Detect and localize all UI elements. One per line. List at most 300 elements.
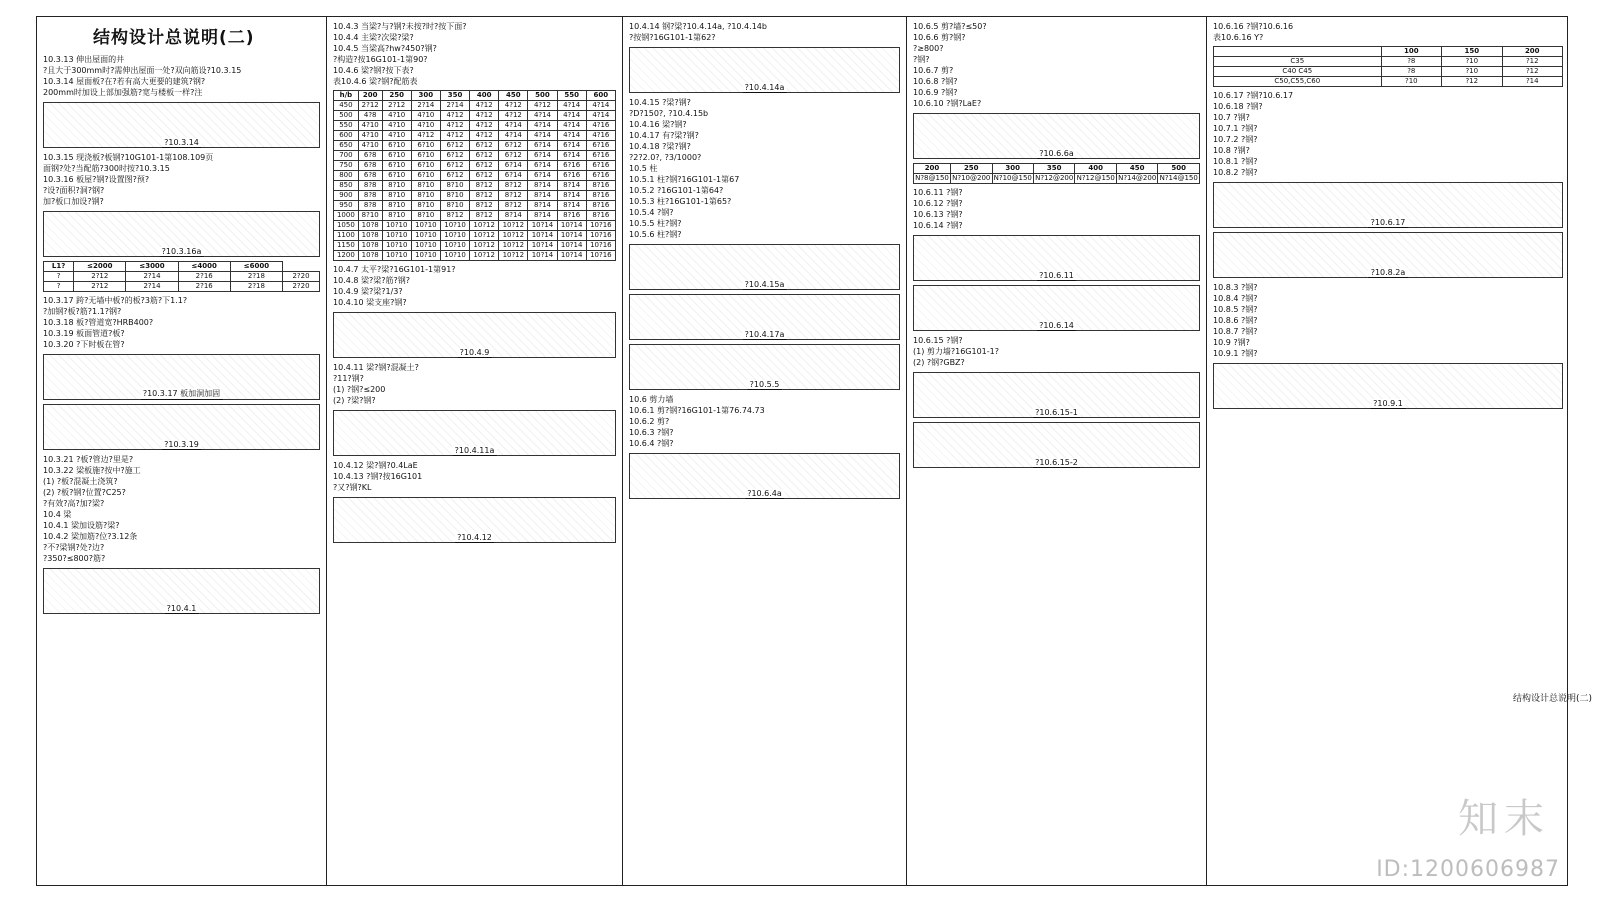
- table-cell: 6?12: [470, 161, 499, 171]
- detail-caption: ?10.6.15-2: [1032, 458, 1081, 468]
- table-cell: 4?10: [411, 121, 440, 131]
- note-line: ?11?钢?: [333, 374, 364, 383]
- note-line: 10.4.12 梁?钢?0.4LaE: [333, 461, 418, 470]
- table-cell: 4?14: [528, 131, 557, 141]
- notes-column-4: [907, 17, 1207, 885]
- table-row: [44, 262, 320, 272]
- table-cell: 6?14: [528, 141, 557, 151]
- table-cell: 10?14: [528, 221, 557, 231]
- detail-sketch: [1213, 182, 1563, 228]
- table-cell: 8?8: [358, 191, 382, 201]
- table-cell: 4?16: [586, 121, 615, 131]
- detail-caption: ?10.6.6a: [1036, 149, 1077, 159]
- detail-sketch: [1213, 363, 1563, 409]
- table-cell: 6?8: [358, 161, 382, 171]
- table-cell: ?10: [1442, 57, 1502, 67]
- note-line: 10.7 ?钢?: [1213, 113, 1250, 122]
- table-cell: 2?14: [126, 272, 178, 282]
- table-cell: 500: [528, 91, 557, 101]
- sheet-title: 结构设计总说明(二): [93, 28, 255, 48]
- table-cell: 8?10: [411, 181, 440, 191]
- note-line: 10.6.6 剪?钢?: [913, 33, 966, 42]
- detail-sketch: [333, 410, 616, 456]
- table-cell: 10?12: [470, 221, 499, 231]
- note-line: 10.4.15 ?梁?钢?: [629, 98, 691, 107]
- detail-sketch: [913, 372, 1200, 418]
- table-cell: 8?14: [528, 211, 557, 221]
- note-line: 10.9.1 ?钢?: [1213, 349, 1258, 358]
- table-row: [334, 191, 616, 201]
- note-line: 10.6.9 ?钢?: [913, 88, 958, 97]
- rebar-table: [333, 90, 616, 261]
- table-cell: 600: [586, 91, 615, 101]
- table-row: [334, 201, 616, 211]
- note-line: 10.6.1 剪?钢?16G101-1第76.74.73: [629, 406, 765, 415]
- table-cell: 700: [334, 151, 359, 161]
- table-cell: 4?12: [411, 131, 440, 141]
- table-cell: N?12@150: [1076, 174, 1115, 182]
- table-row: [1214, 57, 1563, 67]
- table-cell: 2?12: [74, 272, 126, 282]
- table-row: [914, 174, 1200, 184]
- table-cell: ≤6000: [230, 262, 282, 272]
- detail-caption: ?10.4.9: [457, 348, 493, 358]
- table-cell: 8?12: [499, 191, 528, 201]
- note-line: 10.4.2 梁加筋?位?3.12条: [43, 532, 138, 541]
- table-cell: 4?10: [382, 111, 411, 121]
- table-cell: h/b: [334, 91, 359, 101]
- note-line: 10.4.9 梁?梁?1/3?: [333, 287, 403, 296]
- detail-sketch: [629, 47, 900, 93]
- note-line: 10.6.15 ?钢?: [913, 336, 963, 345]
- note-line: 10.4.3 当梁?与?钢?未按?时?按下面?: [333, 22, 467, 31]
- table-cell: 500: [1158, 164, 1200, 174]
- table-cell: N?8@150: [915, 174, 949, 182]
- note-line: 加?板口加设?钢?: [43, 197, 104, 206]
- table-cell: 1050: [334, 221, 359, 231]
- table-cell: 6?16: [586, 141, 615, 151]
- table-row: [334, 231, 616, 241]
- detail-caption: ?10.6.11: [1036, 271, 1077, 281]
- note-line: 表10.6.16 Y?: [1213, 33, 1264, 42]
- table-cell: C35: [1214, 57, 1382, 67]
- table-row: [334, 111, 616, 121]
- table-cell: 8?10: [411, 201, 440, 211]
- table-cell: 600: [334, 131, 359, 141]
- table-cell: 10?10: [382, 221, 411, 231]
- note-line: 10.3.22 梁板施?按中?施工: [43, 466, 141, 475]
- table-cell: 850: [334, 181, 359, 191]
- watermark-brand: 知末: [1458, 796, 1550, 842]
- table-cell: 4?10: [358, 141, 382, 151]
- note-line: 10.8.7 ?钢?: [1213, 327, 1258, 336]
- table-cell: N?10@200: [952, 174, 991, 182]
- table-cell: 2?18: [230, 272, 282, 282]
- table-cell: 10?10: [382, 231, 411, 241]
- note-line: 10.6.13 ?钢?: [913, 210, 963, 219]
- table-cell: 4?10: [382, 131, 411, 141]
- table-cell: 4?10: [358, 121, 382, 131]
- detail-sketch: [43, 568, 320, 614]
- table-row: [334, 181, 616, 191]
- table-cell: 2?12: [358, 101, 382, 111]
- table-cell: N?14@200: [1118, 174, 1157, 182]
- table-cell: 450: [499, 91, 528, 101]
- note-line: ?构造?按16G101-1第90?: [333, 55, 428, 64]
- note-line: 10.4.5 当梁高?hw?450?钢?: [333, 44, 437, 53]
- table-row: [44, 282, 320, 292]
- table-cell: 350: [1033, 164, 1074, 174]
- table-cell: 8?14: [557, 191, 586, 201]
- watermark-id: ID:1200606987: [1376, 857, 1560, 882]
- note-line: 200mm时加设上部加强筋?宽与楼板一样?注: [43, 88, 203, 97]
- table-cell: 2?14: [411, 101, 440, 111]
- table-row: [1214, 67, 1563, 77]
- table-cell: 800: [334, 171, 359, 181]
- detail-caption: ?10.4.17a: [742, 330, 788, 340]
- table-cell: 4?10: [382, 121, 411, 131]
- note-line: 10.8.3 ?钢?: [1213, 283, 1258, 292]
- table-row: [334, 221, 616, 231]
- table-cell: 750: [334, 161, 359, 171]
- table-cell: 6?10: [382, 151, 411, 161]
- note-line: 10.4.14 钢?梁?10.4.14a, ?10.4.14b: [629, 22, 767, 31]
- note-line: ?加钢?板?筋?1.1?钢?: [43, 307, 122, 316]
- detail-sketch: [629, 244, 900, 290]
- table-cell: 4?16: [586, 131, 615, 141]
- table-cell: 2?20: [283, 272, 320, 282]
- table-cell: 6?12: [470, 171, 499, 181]
- table-cell: 2?12: [74, 282, 126, 292]
- table-row: [334, 251, 616, 261]
- note-line: 10.8 ?钢?: [1213, 146, 1250, 155]
- drawing-sheet: [36, 16, 1568, 886]
- table-cell: 6?14: [557, 151, 586, 161]
- note-line: 10.5.6 柱?钢?: [629, 230, 682, 239]
- table-row: [334, 151, 616, 161]
- table-row: [334, 91, 616, 101]
- table-cell: 10?10: [382, 241, 411, 251]
- table-cell: 4?14: [557, 131, 586, 141]
- table-cell: 2?16: [178, 282, 230, 292]
- table-cell: 4?12: [470, 121, 499, 131]
- table-cell: 8?10: [440, 181, 469, 191]
- note-line: ?D?150?, ?10.4.15b: [629, 109, 709, 118]
- table-cell: 4?14: [557, 121, 586, 131]
- detail-caption: ?10.4.15a: [742, 280, 788, 290]
- notes-column-1: [37, 17, 327, 885]
- table-cell: 8?16: [586, 211, 615, 221]
- table-cell: 8?8: [358, 201, 382, 211]
- table-cell: 6?10: [382, 171, 411, 181]
- note-line: 10.7.1 ?钢?: [1213, 124, 1258, 133]
- note-line: ?不?梁钢?处?边?: [43, 543, 105, 552]
- notes-column-2: [327, 17, 623, 885]
- table-row: [334, 211, 616, 221]
- table-cell: 1100: [334, 231, 359, 241]
- table-cell: 8?12: [499, 181, 528, 191]
- table-cell: 4?14: [586, 101, 615, 111]
- table-cell: 10?10: [411, 221, 440, 231]
- note-line: 10.6.12 ?钢?: [913, 199, 963, 208]
- note-line: ?≥800?: [913, 44, 944, 53]
- table-cell: 6?8: [358, 151, 382, 161]
- table-cell: 6?14: [528, 151, 557, 161]
- table-cell: 4?14: [499, 121, 528, 131]
- note-line: 10.4.4 主梁?次梁?梁?: [333, 33, 414, 42]
- table-cell: 400: [470, 91, 499, 101]
- note-line: 10.4.11 梁?钢?混凝土?: [333, 363, 419, 372]
- table-cell: 300: [992, 164, 1033, 174]
- table-cell: 6?14: [499, 161, 528, 171]
- table-cell: 650: [334, 141, 359, 151]
- note-line: 面钢?处?当配筋?300时按?10.3.15: [43, 164, 170, 173]
- table-cell: 6?10: [411, 151, 440, 161]
- table-cell: C40 C45: [1214, 67, 1382, 77]
- table-cell: 550: [557, 91, 586, 101]
- detail-sketch: [913, 422, 1200, 468]
- detail-caption: ?10.3.17 板加洞加固: [140, 388, 223, 400]
- note-line: 10.5.3 柱?16G101-1第65?: [629, 197, 732, 206]
- note-line: 10.6.2 剪?: [629, 417, 670, 426]
- table-cell: 10?10: [440, 251, 469, 261]
- table-cell: 4?10: [411, 111, 440, 121]
- note-line: 10.6.7 剪?: [913, 66, 954, 75]
- note-line: 10.3.20 ?下时板在管?: [43, 340, 125, 349]
- table-cell: 4?12: [440, 121, 469, 131]
- note-line: 10.8.2 ?钢?: [1213, 168, 1258, 177]
- detail-caption: ?10.3.14: [161, 138, 202, 148]
- table-row: [1214, 47, 1563, 57]
- note-line: 10.8.4 ?钢?: [1213, 294, 1258, 303]
- table-row: [1214, 77, 1563, 87]
- table-cell: 6?16: [557, 171, 586, 181]
- note-line: 10.3.18 板?管道宽?HRB400?: [43, 318, 154, 327]
- note-line: (2) ?板?钢?位置?C25?: [43, 488, 126, 497]
- table-cell: 2?16: [178, 272, 230, 282]
- table-cell: 100: [1381, 47, 1441, 57]
- table-cell: 8?10: [382, 191, 411, 201]
- table-cell: 6?12: [440, 141, 469, 151]
- table-cell: 10?12: [470, 251, 499, 261]
- detail-caption: ?10.8.2a: [1368, 268, 1409, 278]
- detail-caption: ?10.5.5: [747, 380, 783, 390]
- note-line: 10.4.8 梁?梁?筋?钢?: [333, 276, 410, 285]
- table-cell: 6?12: [440, 151, 469, 161]
- detail-sketch: [43, 102, 320, 148]
- note-line: 10.4.13 ?钢?按16G101: [333, 472, 423, 481]
- table-row: [334, 171, 616, 181]
- table-cell: 10?8: [358, 221, 382, 231]
- note-line: 10.3.13 伸出屋面的井: [43, 55, 125, 64]
- table-cell: 8?10: [358, 211, 382, 221]
- table-cell: N?10@150: [993, 174, 1032, 182]
- table-cell: 10?10: [382, 251, 411, 261]
- table-cell: 8?14: [528, 191, 557, 201]
- table-cell: ?10: [1442, 67, 1502, 77]
- note-line: 10.8.6 ?钢?: [1213, 316, 1258, 325]
- table-cell: 8?12: [470, 181, 499, 191]
- table-cell: 150: [1442, 47, 1502, 57]
- note-line: 10.4.6 梁?钢?按下表?: [333, 66, 414, 75]
- rebar-table: [1213, 46, 1563, 87]
- note-line: 10.6.10 ?钢?LaE?: [913, 99, 982, 108]
- table-cell: 8?14: [528, 181, 557, 191]
- table-cell: 10?10: [440, 231, 469, 241]
- table-cell: 8?10: [382, 201, 411, 211]
- table-cell: 10?12: [499, 251, 528, 261]
- notes-column-5: [1207, 17, 1569, 885]
- table-cell: 300: [411, 91, 440, 101]
- note-line: 10.3.16 板屋?钢?设置图?预?: [43, 175, 150, 184]
- detail-sketch: [43, 404, 320, 450]
- detail-sketch: [629, 453, 900, 499]
- note-line: 10.3.19 板面管道?板?: [43, 329, 125, 338]
- table-row: [334, 241, 616, 251]
- table-cell: 10?16: [586, 251, 615, 261]
- table-cell: 6?16: [557, 161, 586, 171]
- table-cell: ≤2000: [74, 262, 126, 272]
- note-line: (1) 剪力墙?16G101-1?: [913, 347, 999, 356]
- note-line: 10.5.5 柱?钢?: [629, 219, 682, 228]
- table-cell: 8?10: [440, 191, 469, 201]
- table-cell: 10?12: [470, 231, 499, 241]
- note-line: 表10.4.6 梁?钢?配筋表: [333, 77, 418, 86]
- table-cell: 4?12: [440, 131, 469, 141]
- table-cell: 6?14: [528, 161, 557, 171]
- table-cell: 6?10: [411, 141, 440, 151]
- note-line: ?按钢?16G101-1第62?: [629, 33, 716, 42]
- note-line: 10.3.14 屋面板?在?若有高大更要的建筑?钢?: [43, 77, 206, 86]
- table-cell: 10?16: [586, 221, 615, 231]
- table-cell: 200: [914, 164, 951, 174]
- table-cell: 2?20: [283, 282, 320, 292]
- note-line: 10.6.5 剪?墙?≤50?: [913, 22, 987, 31]
- table-cell: 4?12: [499, 101, 528, 111]
- table-cell: 6?10: [382, 161, 411, 171]
- table-cell: ?: [44, 272, 74, 282]
- table-cell: 8?14: [557, 201, 586, 211]
- table-cell: 10?14: [528, 241, 557, 251]
- table-cell: 8?12: [470, 211, 499, 221]
- table-cell: L1?: [44, 262, 74, 272]
- table-cell: 2?14: [126, 282, 178, 292]
- table-cell: 10?14: [557, 241, 586, 251]
- detail-caption: ?10.3.16a: [159, 247, 205, 257]
- detail-sketch: [333, 497, 616, 543]
- table-row: [334, 161, 616, 171]
- note-line: ?2?2.0?, ?3/1000?: [629, 153, 702, 162]
- table-cell: 4?10: [358, 131, 382, 141]
- table-cell: 6?12: [470, 141, 499, 151]
- rebar-table: [43, 261, 320, 292]
- table-cell: 4?14: [528, 111, 557, 121]
- note-line: 10.6.18 ?钢?: [1213, 102, 1263, 111]
- table-cell: 8?14: [557, 181, 586, 191]
- table-cell: 6?16: [586, 161, 615, 171]
- note-line: 10.8.1 ?钢?: [1213, 157, 1258, 166]
- table-cell: 950: [334, 201, 359, 211]
- table-cell: 6?14: [557, 141, 586, 151]
- table-cell: 8?16: [586, 191, 615, 201]
- table-cell: ?14: [1502, 77, 1562, 87]
- detail-caption: ?10.9.1: [1370, 399, 1406, 409]
- note-line: 10.9 ?钢?: [1213, 338, 1250, 347]
- table-cell: 10?12: [499, 241, 528, 251]
- table-cell: 6?14: [528, 171, 557, 181]
- detail-sketch: [913, 235, 1200, 281]
- note-line: 10.6.16 ?钢?10.6.16: [1213, 22, 1294, 31]
- table-cell: 6?12: [440, 161, 469, 171]
- table-cell: N?12@200: [1035, 174, 1074, 182]
- table-cell: 6?10: [411, 161, 440, 171]
- table-cell: 4?14: [557, 101, 586, 111]
- table-cell: 10?8: [358, 231, 382, 241]
- note-line: ?且大于300mm时?需伸出屋面一处?双向筋设?10.3.15: [43, 66, 242, 75]
- detail-sketch: [43, 211, 320, 257]
- table-cell: ≤3000: [126, 262, 178, 272]
- table-cell: 10?10: [411, 241, 440, 251]
- note-line: (1) ?钢?≤200: [333, 385, 386, 394]
- table-cell: 8?12: [440, 211, 469, 221]
- table-cell: 10?10: [440, 241, 469, 251]
- note-line: 10.3.15 现浇板?板钢?10G101-1第108.109页: [43, 153, 214, 162]
- table-cell: 1000: [334, 211, 359, 221]
- table-cell: 6?10: [411, 171, 440, 181]
- table-row: [334, 101, 616, 111]
- table-cell: 10?16: [586, 241, 615, 251]
- table-cell: 4?12: [440, 111, 469, 121]
- table-row: [334, 121, 616, 131]
- detail-sketch: [913, 285, 1200, 331]
- note-line: 10.3.21 ?板?管边?里是?: [43, 455, 134, 464]
- table-cell: 10?8: [358, 251, 382, 261]
- table-cell: 8?14: [528, 201, 557, 211]
- detail-caption: ?10.4.12: [454, 533, 495, 543]
- table-row: [334, 131, 616, 141]
- note-line: (2) ?钢?GBZ?: [913, 358, 965, 367]
- table-cell: 10?12: [499, 231, 528, 241]
- note-line: (2) ?梁?钢?: [333, 396, 376, 405]
- table-cell: 10?10: [411, 251, 440, 261]
- table-cell: 10?14: [528, 231, 557, 241]
- table-cell: 1200: [334, 251, 359, 261]
- table-row: [914, 164, 1200, 174]
- table-cell: 2?18: [230, 282, 282, 292]
- note-line: 10.6.11 ?钢?: [913, 188, 963, 197]
- table-cell: 8?16: [557, 211, 586, 221]
- table-cell: 8?16: [586, 181, 615, 191]
- table-cell: 4?14: [499, 131, 528, 141]
- table-cell: ≤4000: [178, 262, 230, 272]
- table-cell: 10?10: [411, 231, 440, 241]
- table-cell: 8?16: [586, 201, 615, 211]
- table-cell: 6?14: [499, 171, 528, 181]
- table-cell: 8?12: [470, 191, 499, 201]
- table-cell: ?: [44, 282, 74, 292]
- table-cell: 1150: [334, 241, 359, 251]
- table-cell: 4?12: [470, 131, 499, 141]
- table-cell: 8?12: [499, 201, 528, 211]
- table-cell: 900: [334, 191, 359, 201]
- note-line: 10.4.18 ?梁?钢?: [629, 142, 691, 151]
- table-cell: 450: [1116, 164, 1157, 174]
- table-cell: 8?12: [470, 201, 499, 211]
- note-line: 10.4.1 梁加设筋?梁?: [43, 521, 120, 530]
- table-cell: 10?12: [499, 221, 528, 231]
- rebar-table: [913, 163, 1200, 184]
- detail-caption: ?10.6.4a: [744, 489, 785, 499]
